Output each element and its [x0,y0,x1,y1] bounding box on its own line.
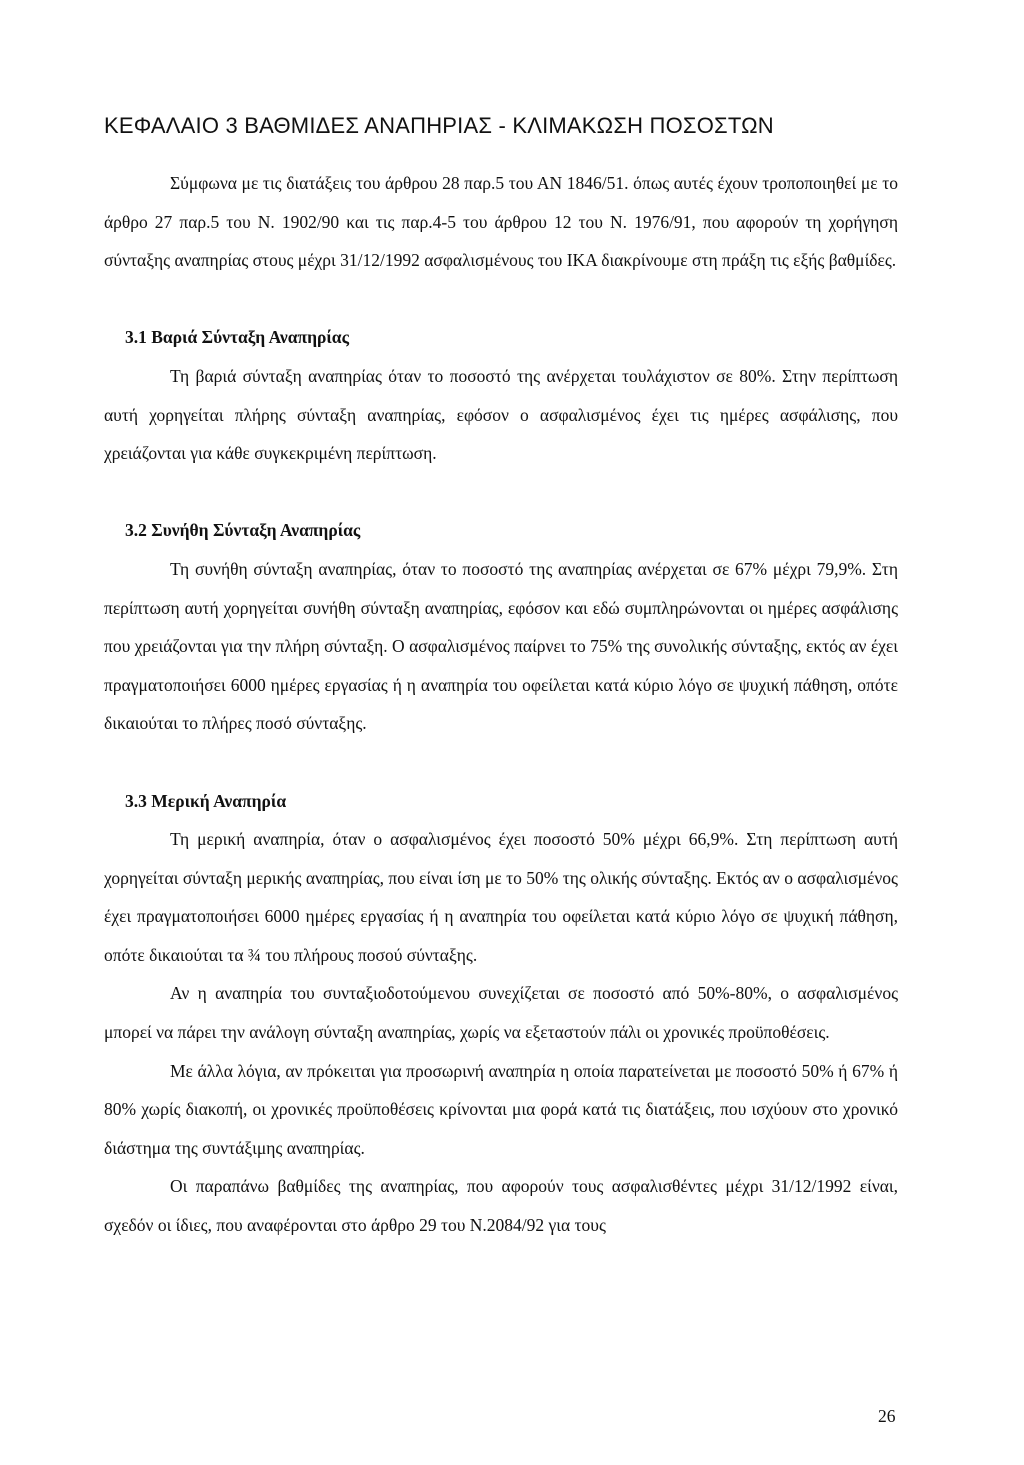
section-heading-3-2: 3.2 Συνήθη Σύνταξη Αναπηρίας [125,520,361,541]
section-3-3-paragraph-3: Με άλλα λόγια, αν πρόκειται για προσωρινή αναπηρία η οποία παρατείνεται με ποσοστό 50% ή 67% ή 80% χωρίς διακοπή, οι χρονικές προϋποθέσεις κρίνονται μια φορά κατά τις διατάξεις, που ισχύουν στο χρονικό διάστημα της συντάξιμης αναπηρίας. [104,1060,898,1158]
section-3-3-paragraph-1: Τη μερική αναπηρία, όταν ο ασφαλισμένος έχει ποσοστό 50% μέχρι 66,9%. Στη περίπτωση αυτή χορηγείται σύνταξη μερικής αναπηρίας, που είναι ίση με το 50% της ολικής σύνταξης. Εκτός αν ο ασφαλισμένος έχει πραγματοποιήσει 6000 ημέρες εργασίας ή η αναπηρία του οφείλεται κατά κύριο λόγο σε ψυχική πάθηση, οπότε δικαιούται τα ¾ του πλήρους ποσού σύνταξης. [104,829,898,965]
section-3-1-paragraph: Τη βαριά σύνταξη αναπηρίας όταν το ποσοστό της ανέρχεται τουλάχιστον σε 80%. Στην περίπτωση αυτή χορηγείται πλήρης σύνταξη αναπηρίας, εφόσον ο ασφαλισμένος έχει τις ημέρες ασφάλισης, που χρειάζονται για κάθε συγκεκριμένη περίπτωση. [104,365,898,464]
document-body [104,164,898,1245]
section-3-3-paragraph-2: Αν η αναπηρία του συνταξιοδοτούμενου συνεχίζεται σε ποσοστό από 50%-80%, ο ασφαλισμένος μπορεί να πάρει την ανάλογη σύνταξη αναπηρίας, χωρίς να εξεταστούν πάλι οι χρονικές προϋποθέσεις. [104,983,898,1043]
page-number: 26 [878,1406,896,1426]
section-3-2-paragraph: Τη συνήθη σύνταξη αναπηρίας, όταν το ποσοστό της αναπηρίας ανέρχεται σε 67% μέχρι 79,9%. Στη περίπτωση αυτή χορηγείται συνήθη σύνταξη αναπηρίας, εφόσον και εδώ συμπληρώνονται οι ημέρες ασφάλισης που χρειάζονται για την πλήρη σύνταξη. Ο ασφαλισμένος παίρνει το 75% της συνολικής σύνταξης, εκτός αν έχει πραγματοποιήσει 6000 ημέρες εργασίας ή η αναπηρία του οφείλεται κατά κύριο λόγο σε ψυχική πάθηση, οπότε δικαιούται το πλήρες ποσό σύνταξης. [104,558,898,734]
intro-paragraph: Σύμφωνα με τις διατάξεις του άρθρου 28 παρ.5 του ΑΝ 1846/51. όπως αυτές έχουν τροποποιηθεί με το άρθρο 27 παρ.5 του Ν. 1902/90 και τις παρ.4-5 του άρθρου 12 του Ν. 1976/91, που αφορούν τη χορήγηση σύνταξης αναπηρίας στους μέχρι 31/12/1992 ασφαλισμένους του ΙΚΑ διακρίνουμε στη πράξη τις εξής βαθμίδες. [104,173,898,271]
section-heading-3-1: 3.1 Βαριά Σύνταξη Αναπηρίας [125,327,349,348]
section-3-3-paragraph-4: Οι παραπάνω βαθμίδες της αναπηρίας, που αφορούν τους ασφαλισθέντες μέχρι 31/12/1992 είναι, σχεδόν οι ίδιες, που αναφέρονται στο άρθρο 29 του Ν.2084/92 για τους [104,1176,898,1236]
section-heading-3-3: 3.3 Μερική Αναπηρία [125,790,287,811]
chapter-title: ΚΕΦΑΛΑΙΟ 3 ΒΑΘΜΙΔΕΣ ΑΝΑΠΗΡΙΑΣ - ΚΛΙΜΑΚΩΣΗ ΠΟΣΟΣΤΩΝ [104,113,774,138]
